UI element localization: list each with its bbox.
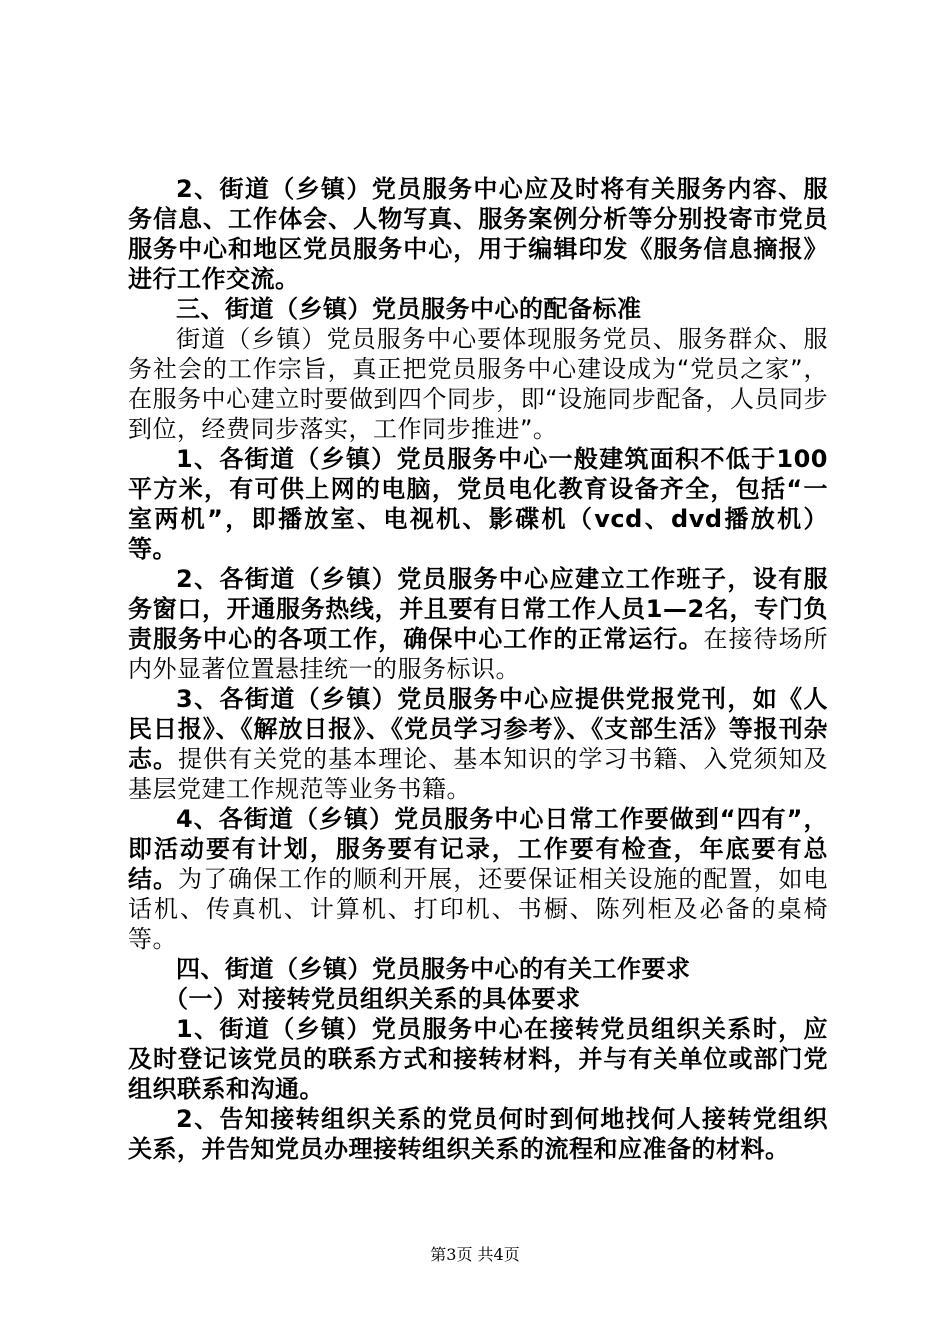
subheading-text: （一）对接转党员组织关系的具体要求 xyxy=(164,985,581,1013)
paragraph-text-normal: 提供有关党的基本理论、基本知识的学习书籍、入党须知及基层党建工作规范等业务书籍。 xyxy=(128,745,829,803)
heading-work-requirements xyxy=(128,954,828,984)
paragraph-text-bold: 2、各街道（乡镇）党员服务中心应建立工作班子，设有服务窗口，开通服务热线，并且要有日常工作人员1—2名，专门负责服务中心的各项工作，确保中心工作的正常运行。 xyxy=(128,565,828,653)
paragraph-text: 2、街道（乡镇）党员服务中心应及时将有关服务内容、服务信息、工作体会、人物写真、服务案例分析等分别投寄市党员服务中心和地区党员服务中心，用于编辑印发《服务信息摘报》进行工作交流。 xyxy=(128,175,828,293)
paragraph-four-haves xyxy=(128,804,828,954)
paragraph-text-bold: 4、各街道（乡镇）党员服务中心日常工作要做到“四有”，即活动要有计划，服务要有记录，工作要有检查，年底要有总结。 xyxy=(128,805,828,893)
paragraph-text-normal: 为了确保工作的顺利开展，还要保证相关设施的配置，如电话机、传真机、计算机、打印机、书橱、陈列柜及必备的桌椅等。 xyxy=(128,865,829,953)
paragraph-text-bold: 3、各街道（乡镇）党员服务中心应提供党报党刊，如《人民日报》、《解放日报》、《党员学习参考》、《支部生活》等报刊杂志。 xyxy=(128,685,828,773)
paragraph-text: 1、街道（乡镇）党员服务中心在接转党员组织关系时，应及时登记该党员的联系方式和接转材料，并与有关单位或部门党组织联系和沟通。 xyxy=(128,1015,828,1103)
paragraph-text-normal: 在接待场所内外显著位置悬挂统一的服务标识。 xyxy=(128,625,829,683)
paragraph-work-team xyxy=(128,564,828,684)
heading-text: 三、街道（乡镇）党员服务中心的配备标准 xyxy=(176,295,642,323)
heading-text: 四、街道（乡镇）党员服务中心的有关工作要求 xyxy=(176,955,691,983)
paragraph-purpose xyxy=(128,324,828,444)
page-number-footer: 第3页 共4页 xyxy=(430,1245,520,1264)
paragraph-publications xyxy=(128,684,828,804)
paragraph-text: 1、各街道（乡镇）党员服务中心一般建筑面积不低于100平方米，有可供上网的电脑，党员电化教育设备齐全，包括“一室两机”，即播放室、电视机、影碟机（vcd、dvd播放机）等。 xyxy=(128,445,828,563)
paragraph-inform-members xyxy=(128,1104,828,1164)
paragraph-submit-info xyxy=(128,174,828,294)
paragraph-register-transfer xyxy=(128,1014,828,1104)
paragraph-facility-area xyxy=(128,444,828,564)
paragraph-text: 2、告知接转组织关系的党员何时到何地找何人接转党组织关系，并告知党员办理接转组织关系的流程和应准备的材料。 xyxy=(128,1105,828,1163)
subheading-transfer-requirements xyxy=(128,984,828,1014)
document-body xyxy=(128,174,828,1164)
heading-equipment-standard xyxy=(128,294,828,324)
paragraph-text: 街道（乡镇）党员服务中心要体现服务党员、服务群众、服务社会的工作宗旨，真正把党员服务中心建设成为“党员之家”，在服务中心建立时要做到四个同步，即“设施同步配备，人员同步到位，经费同步落实，工作同步推进”。 xyxy=(128,325,828,443)
